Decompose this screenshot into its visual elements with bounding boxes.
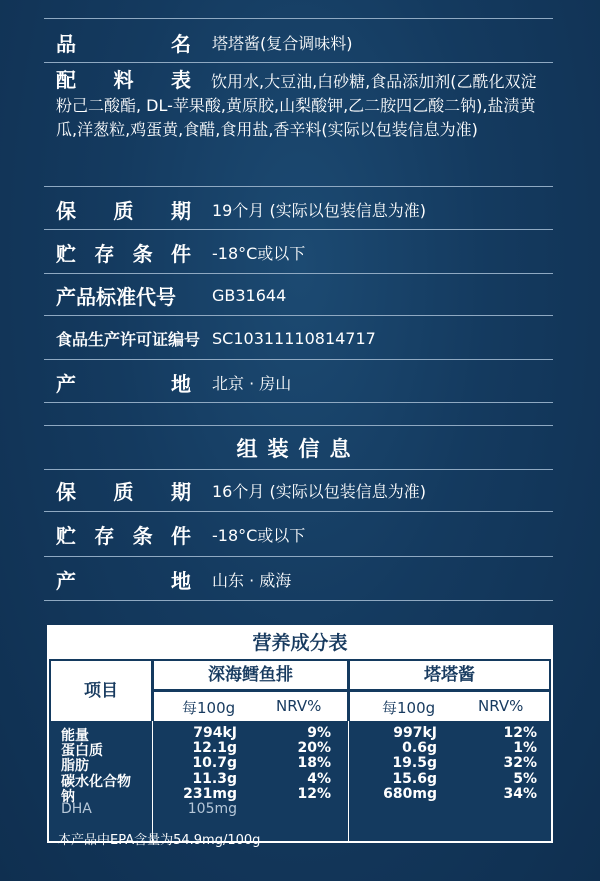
assembly-title: 组装信息 [236,437,361,461]
nutrient-b-value: 15.6g [392,770,437,787]
col-a-header: 深海鳕鱼排 [154,661,347,689]
shelf-value: 19个月 (实际以包装信息为准) [212,200,426,220]
nutrient-a-value: 794kJ [193,725,237,741]
assembly-panel [44,425,553,605]
divider [44,402,553,403]
col-a-subheader [154,692,347,721]
nutrient-name: 脂肪 [61,758,89,775]
divider [152,721,153,841]
row-storage [44,232,553,272]
nutrient-b-value: 680mg [383,785,437,802]
nutrient-a-nrv: 18% [297,755,331,772]
nutrition-body [49,659,551,841]
nutrient-b-value: 997kJ [393,725,437,741]
col-b-nrv: NRV% [478,697,524,715]
col-b-per: 每100g [382,699,436,717]
item-header: 项目 [51,661,151,721]
origin-label: 产 地 [56,371,191,396]
assembly-storage-label: 贮 存 条 件 [56,523,191,548]
nutrient-a-value: 12.1g [192,740,237,757]
divider [44,511,553,512]
name-label: 品 名 [56,31,191,56]
nutrient-a-nrv: 9% [307,725,331,741]
assembly-shelf-value: 16个月 (实际以包装信息为准) [212,481,426,501]
row-origin [44,362,553,402]
divider [44,186,553,187]
nutrient-a-value: 105mg [187,801,237,817]
nutrient-b-value: 0.6g [402,740,437,757]
row-standard [44,276,553,314]
assembly-row-shelf [44,470,553,510]
nutrition-title: 营养成分表 [252,632,348,654]
storage-label: 贮 存 条 件 [56,241,191,266]
nutrient-a-nrv: 12% [297,785,331,802]
ingredients-label: 配 料 表 [56,68,191,92]
assembly-shelf-label: 保 质 期 [56,479,191,504]
row-license [44,318,553,358]
product-info-panel [44,0,553,400]
ingredients [56,68,545,142]
name-value: 塔塔酱(复合调味料) [212,33,353,53]
nutrient-name: 碳水化合物 [61,773,131,790]
nutrient-b-nrv: 1% [513,740,537,757]
nutrient-b-nrv: 34% [503,785,537,802]
shelf-label: 保 质 期 [56,198,191,223]
standard-value: GB31644 [212,285,287,305]
assembly-storage-value: -18°C或以下 [212,525,306,545]
standard-label: 产品标准代号 [56,284,176,309]
nutrition-table [47,625,553,843]
row-shelf [44,190,553,228]
nutrient-a-nrv: 4% [307,770,331,787]
divider [348,721,349,841]
nutrient-b-nrv: 5% [513,770,537,787]
col-b-subheader [350,692,549,721]
divider [44,600,553,601]
license-value: SC10311110814717 [212,328,376,348]
assembly-row-storage [44,514,553,554]
ingredients-text: 饮用水,大豆油,白砂糖,食品添加剂(乙酰化双淀粉己二酸酯, DL-苹果酸,黄原胶,山梨酸钾,乙二胺四乙酸二钠),盐渍黄瓜,洋葱粒,鸡蛋黄,食醋,食用盐,香辛料(实际以包装信息为准) [56,72,537,139]
assembly-origin-value: 山东 · 威海 [212,570,292,590]
nutrient-a-value: 10.7g [192,755,237,772]
nutrient-name: DHA [61,801,92,817]
nutrient-name: 钠 [61,788,75,805]
nutrient-b-nrv: 12% [503,725,537,741]
origin-value: 北京 · 房山 [212,373,292,393]
divider [44,273,553,274]
nutrient-a-value: 11.3g [192,770,237,787]
divider [44,359,553,360]
epa-footnote: 本产品中EPA含量为54.9mg/100g [58,833,261,848]
nutrient-name: 能量 [61,728,89,744]
divider [44,18,553,19]
nutrient-b-value: 19.5g [392,755,437,772]
divider [44,425,553,426]
assembly-row-origin [44,559,553,599]
row-name [44,22,553,62]
col-b-header: 塔塔酱 [350,661,549,689]
divider [44,62,553,63]
nutrient-a-nrv: 20% [297,740,331,757]
nutrient-b-nrv: 32% [503,755,537,772]
col-a-nrv: NRV% [276,697,322,715]
nutrient-name: 蛋白质 [61,743,103,760]
col-a-per: 每100g [182,699,236,717]
divider [44,315,553,316]
divider [44,229,553,230]
assembly-origin-label: 产 地 [56,568,191,593]
nutrient-a-value: 231mg [183,785,237,802]
divider [44,556,553,557]
storage-value: -18°C或以下 [212,243,306,263]
license-label: 食品生产许可证编号 [56,329,201,349]
